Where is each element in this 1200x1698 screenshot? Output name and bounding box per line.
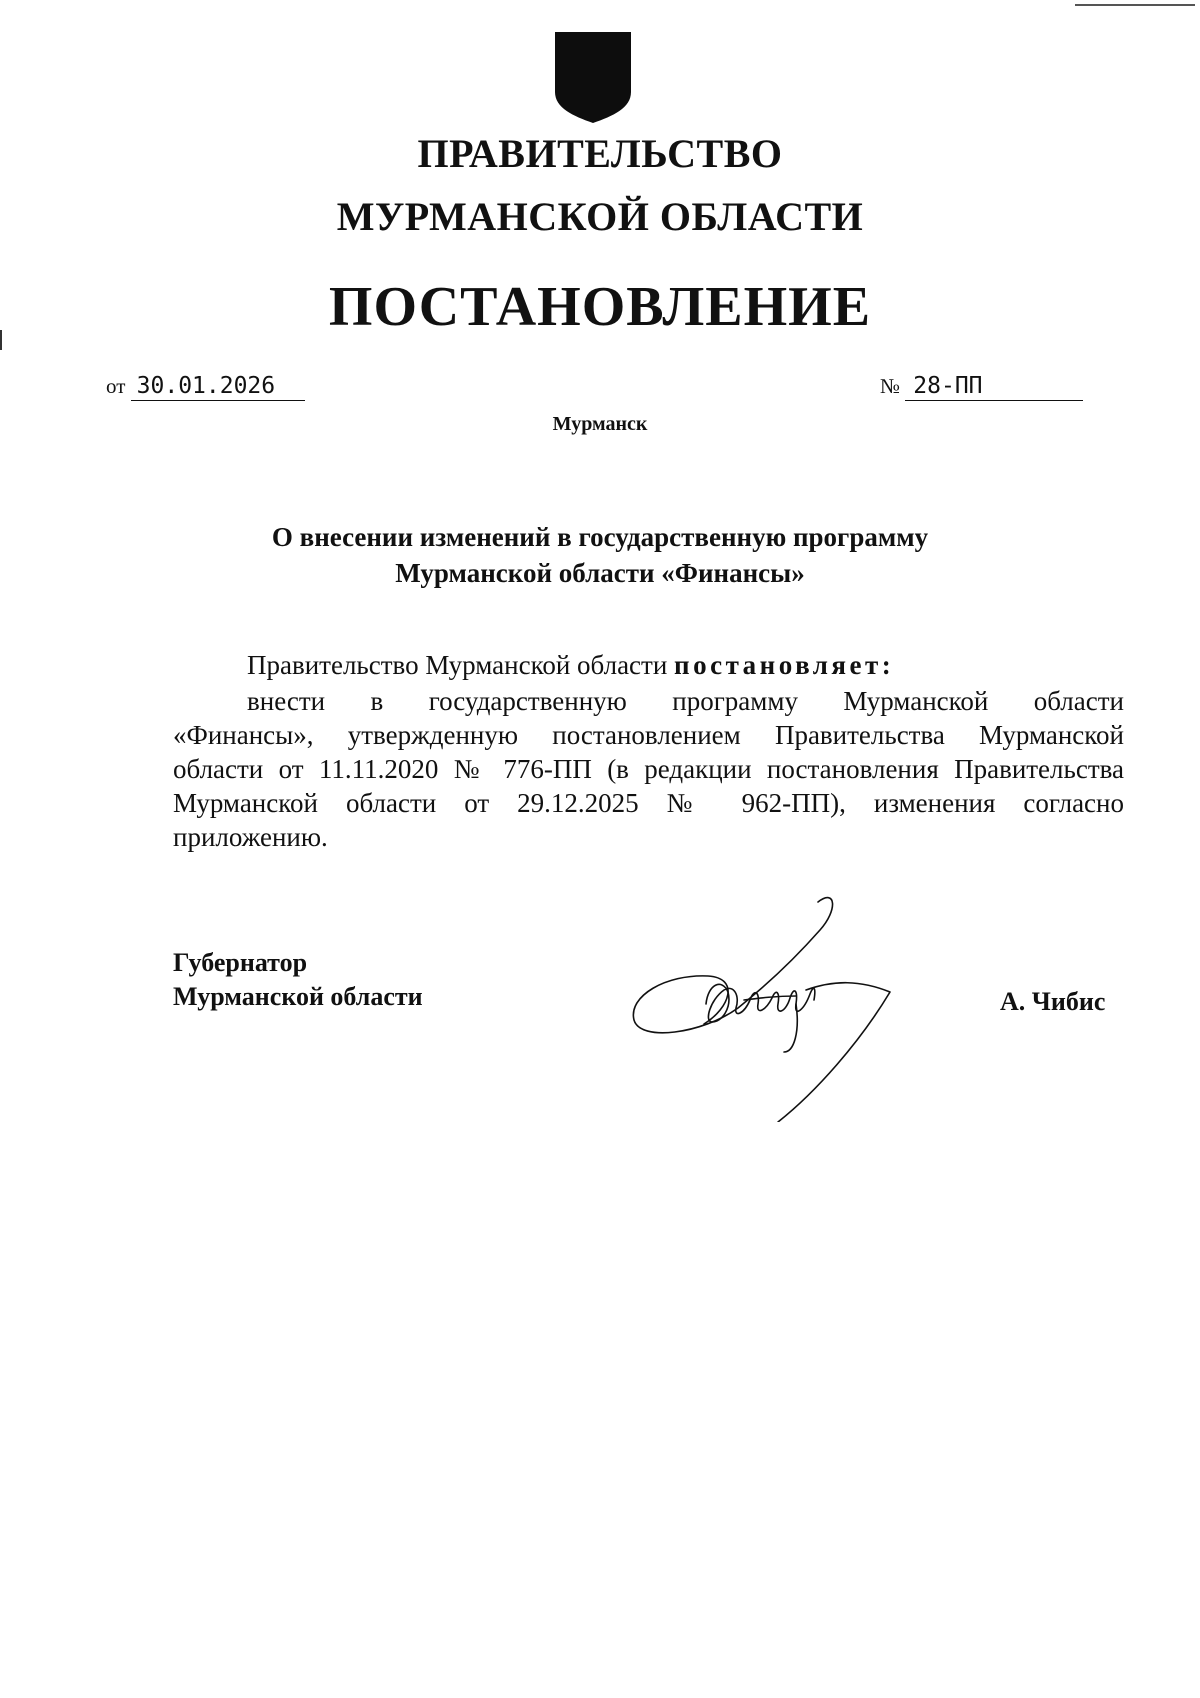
body-line: Мурманской области от 29.12.2025 № 962-ПП), изменения согласно <box>173 788 1124 818</box>
body-line: приложению. <box>173 822 328 852</box>
handwritten-signature <box>620 882 910 1122</box>
signer-name: А. Чибис <box>1000 987 1106 1016</box>
document-type-title: ПОСТАНОВЛЕНИЕ <box>328 276 872 338</box>
subject-line2: Мурманской области «Финансы» <box>395 558 805 588</box>
number-prefix: № <box>880 374 901 398</box>
organization-name-line1: ПРАВИТЕЛЬСТВО <box>417 131 783 176</box>
resolution-intro <box>247 650 894 681</box>
document-date-row <box>106 372 305 401</box>
organization-name-line2: МУРМАНСКОЙ ОБЛАСТИ <box>336 194 864 239</box>
document-date: 30.01.2026 <box>131 372 305 401</box>
intro-verb: постановляет: <box>674 650 895 680</box>
subject-line1: О внесении изменений в государственную программу <box>271 522 929 552</box>
body-line: «Финансы», утвержденную постановлением Правительства Мурманской <box>173 720 1124 750</box>
date-prefix: от <box>106 374 126 398</box>
signatory-position-line1: Губернатор <box>173 948 308 977</box>
body-line: внести в государственную программу Мурманской области <box>247 686 1124 716</box>
coat-of-arms-icon <box>553 30 633 125</box>
document-number: 28-ПП <box>905 372 1083 401</box>
scan-top-rule <box>1075 4 1195 6</box>
body-line: области от 11.11.2020 № 776-ПП (в редакции постановления Правительства <box>173 754 1124 784</box>
resolution-body <box>173 684 1124 854</box>
document-city: Мурманск <box>552 413 648 435</box>
intro-text: Правительство Мурманской области <box>247 650 668 680</box>
signatory-position-line2: Мурманской области <box>173 982 423 1011</box>
document-number-row <box>880 372 1083 401</box>
